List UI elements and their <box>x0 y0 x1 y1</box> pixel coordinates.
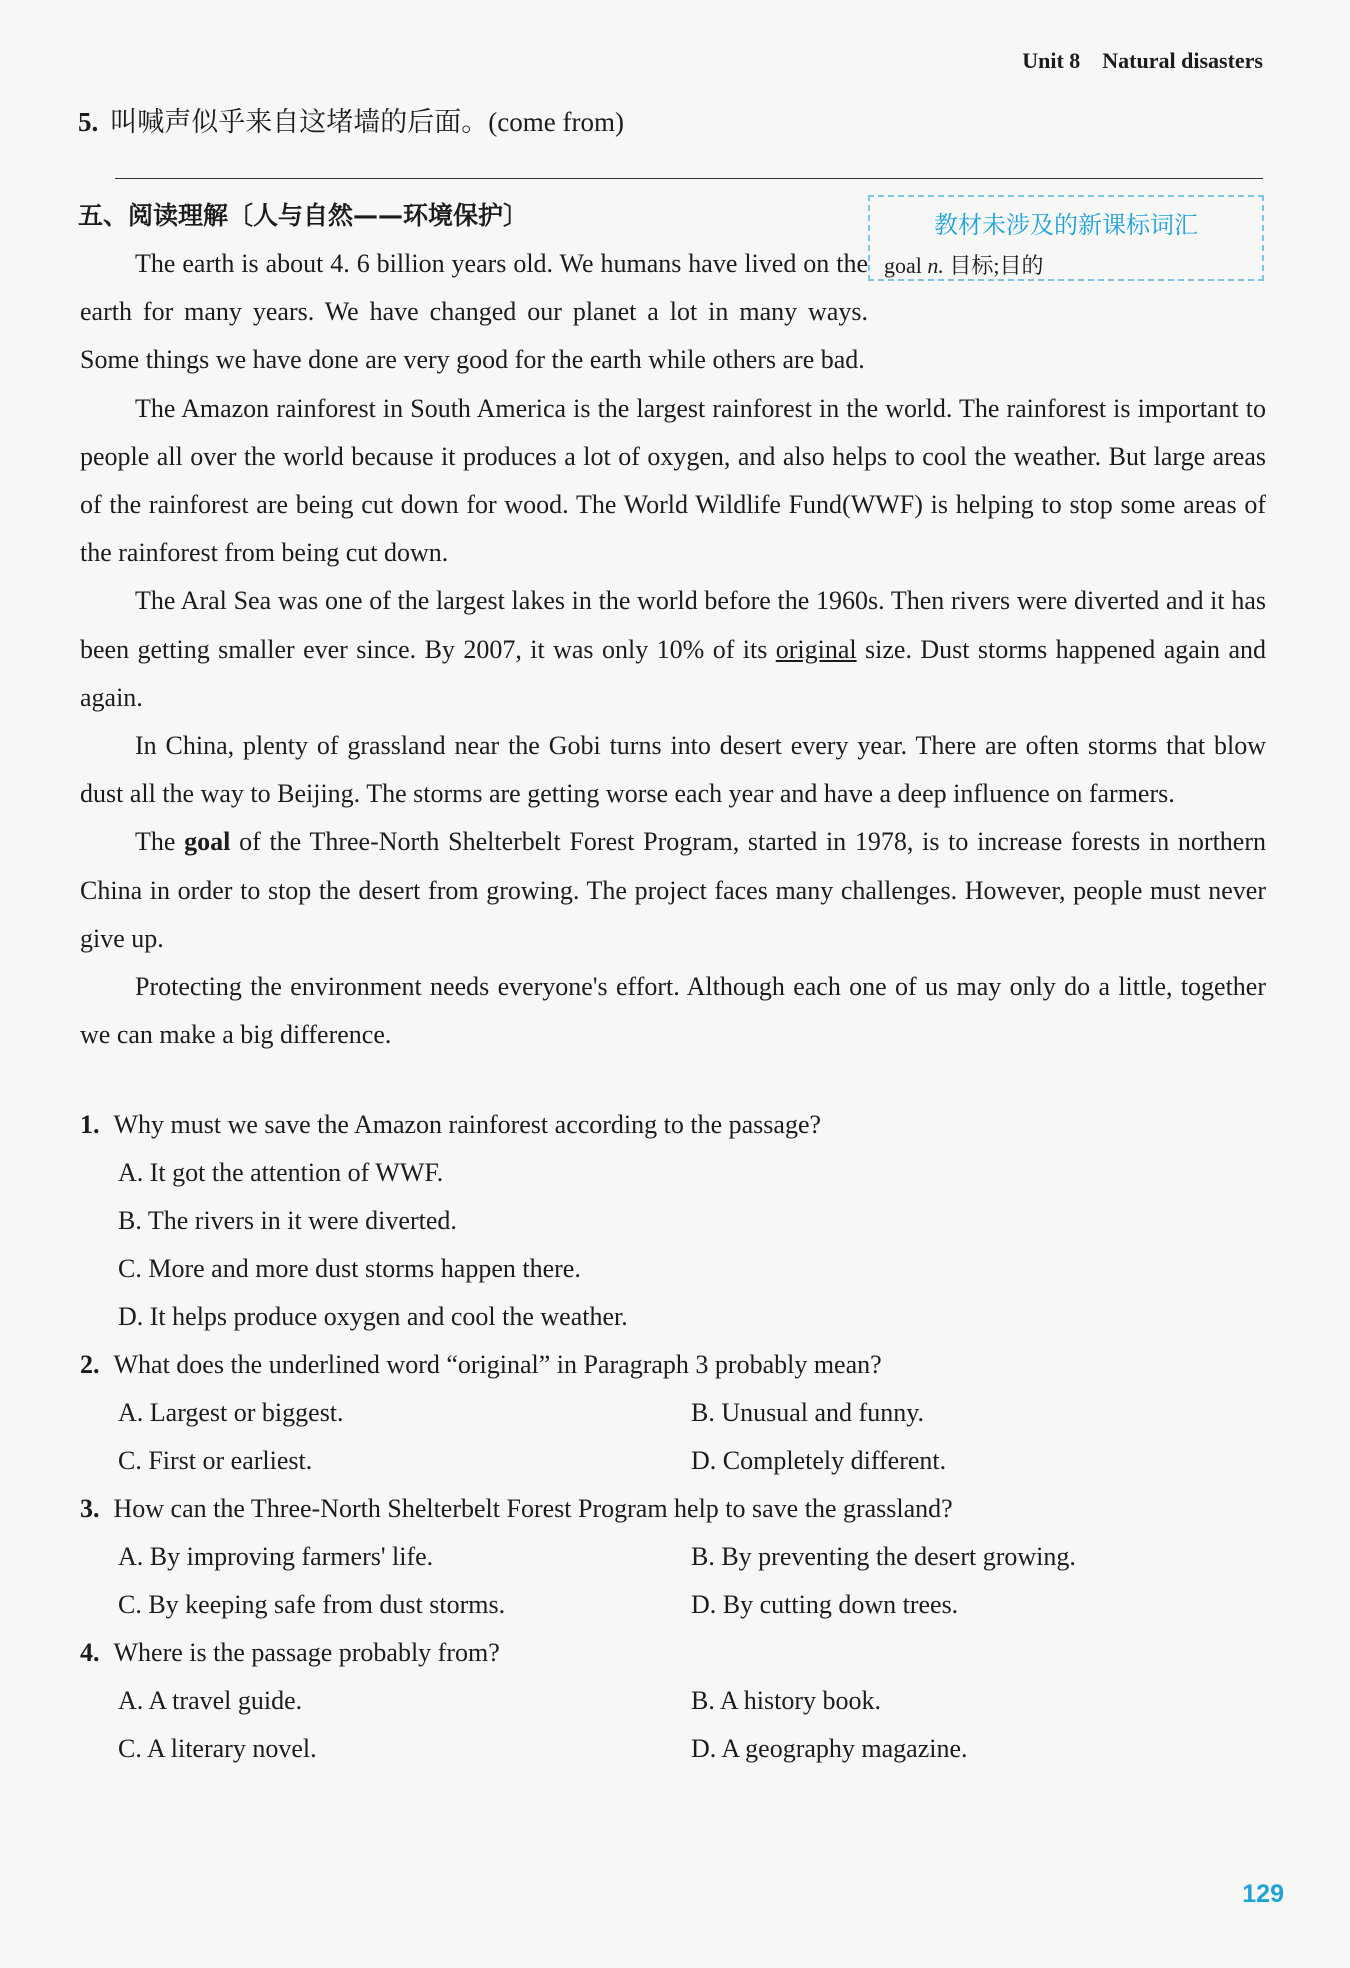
vocab-pos: n. <box>927 253 944 278</box>
paragraph-4: In China, plenty of grassland near the Gobi turns into desert every year. There are often storms that blow dust all the way to Beijing. The storms are getting worse each year and have a deep influence on farmers. <box>80 731 1266 809</box>
paragraph-5 <box>80 818 1266 963</box>
question-number: 2. <box>80 1350 100 1379</box>
question-stem <box>80 1629 1266 1677</box>
option-row <box>80 1149 1266 1197</box>
option-row <box>80 1293 1266 1341</box>
option-d: D. By cutting down trees. <box>691 1590 959 1619</box>
option-row <box>80 1197 1266 1245</box>
section-title: 五、阅读理解〔人与自然——环境保护〕 <box>78 201 529 230</box>
question-number: 5. <box>78 107 99 137</box>
option-c: C. A literary novel. <box>118 1734 317 1763</box>
paragraph-3-text-end: size. Dust storms happened again and again. <box>80 634 1266 712</box>
option-row <box>80 1677 1266 1725</box>
option-b: B. A history book. <box>691 1686 881 1715</box>
question-text: What does the underlined word “original” in Paragraph 3 probably mean? <box>113 1350 882 1379</box>
option-row <box>80 1581 1266 1629</box>
running-header <box>1000 48 1263 74</box>
option-row <box>80 1725 1266 1773</box>
option-row <box>80 1533 1266 1581</box>
answer-line <box>115 178 1263 179</box>
question-number: 3. <box>80 1494 100 1523</box>
vocab-word: goal <box>884 253 922 278</box>
option-a: A. By improving farmers' life. <box>118 1542 434 1571</box>
paragraph-1: The earth is about 4. 6 billion years old. We humans have lived on the earth for many years. We have changed our planet a lot in many ways. Some things we have done are very good for the earth while others are bad. <box>80 249 868 375</box>
unit-label: Unit 8 <box>1022 48 1081 73</box>
paragraph-5-text-end: of the Three-North Shelterbelt Forest Program, started in 1978, is to increase forests in northern China in order to stop the desert from growing. The project faces many challenges. However, people must never give up. <box>80 827 1267 953</box>
option-a: A. A travel guide. <box>118 1686 303 1715</box>
option-b: B. By preventing the desert growing. <box>691 1542 1076 1571</box>
vocab-box-title: 教材未涉及的新课标词汇 <box>934 211 1198 239</box>
option-d: D. Completely different. <box>691 1446 947 1475</box>
question-text: Where is the passage probably from? <box>113 1638 500 1667</box>
question-stem <box>80 1101 1266 1149</box>
paragraph-3 <box>80 577 1266 722</box>
option-d: D. It helps produce oxygen and cool the weather. <box>118 1302 628 1331</box>
option-a: A. Largest or biggest. <box>118 1398 344 1427</box>
question-number: 4. <box>80 1638 100 1667</box>
paragraph-3-text: The Aral Sea was one of the largest lakes in the world before the 1960s. Then rivers were diverted and it has been getting smaller ever since. By 2007, it was only 10% of its <box>80 586 1266 664</box>
option-b: B. Unusual and funny. <box>691 1398 925 1427</box>
underlined-word: original <box>775 634 857 664</box>
option-c: C. By keeping safe from dust storms. <box>118 1590 506 1619</box>
option-c: C. More and more dust storms happen there. <box>118 1254 581 1283</box>
question-number: 1. <box>80 1110 100 1139</box>
question-text: How can the Three-North Shelterbelt Forest Program help to save the grassland? <box>113 1494 953 1523</box>
bold-word: goal <box>184 827 231 857</box>
option-row <box>80 1437 1266 1485</box>
unit-title: Natural disasters <box>1102 48 1263 73</box>
option-c: C. First or earliest. <box>118 1446 313 1475</box>
option-row <box>80 1245 1266 1293</box>
vocab-meaning: 目标;目的 <box>949 253 1044 278</box>
question-text: 叫喊声似乎来自这堵墙的后面。(come from) <box>110 107 624 137</box>
page-number: 129 <box>1242 1880 1284 1908</box>
option-row <box>80 1389 1266 1437</box>
paragraph-5-text: The <box>135 827 185 857</box>
question-list <box>80 1101 1266 1773</box>
translation-question-5 <box>78 100 624 139</box>
question-stem <box>80 1341 1266 1389</box>
option-b: B. The rivers in it were diverted. <box>118 1206 457 1235</box>
option-d: D. A geography magazine. <box>691 1734 968 1763</box>
reading-passage <box>80 240 1266 1059</box>
question-text: Why must we save the Amazon rainforest according to the passage? <box>113 1110 822 1139</box>
question-stem <box>80 1485 1266 1533</box>
option-a: A. It got the attention of WWF. <box>118 1158 444 1187</box>
paragraph-6: Protecting the environment needs everyone's effort. Although each one of us may only do a little, together we can make a big difference. <box>80 972 1266 1050</box>
paragraph-2: The Amazon rainforest in South America is the largest rainforest in the world. The rainforest is important to people all over the world because it produces a lot of oxygen, and also helps to cool the weather. But large areas of the rainforest are being cut down for wood. The World Wildlife Fund(WWF) is helping to stop some areas of the rainforest from being cut down. <box>80 393 1266 568</box>
